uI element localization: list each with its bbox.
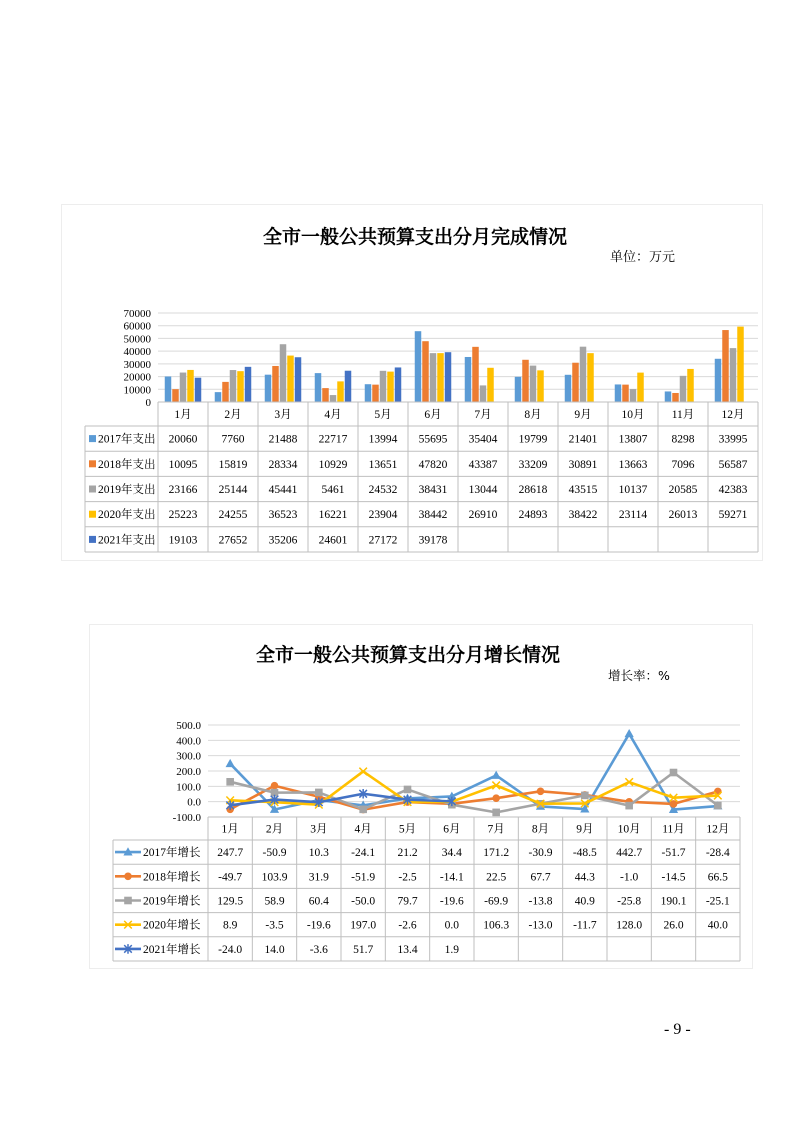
table-cell-2021-m2: 27652: [218, 534, 248, 547]
bar-2018-m7: [472, 347, 479, 402]
legend-label-2021: 2021年支出: [98, 534, 156, 547]
table-cell-2020-m3: -19.6: [306, 919, 331, 932]
bar-2019-m12: [730, 348, 737, 402]
table-cell-2017-m10: 442.7: [616, 847, 643, 860]
page-number: - 9 -: [664, 1021, 691, 1038]
table-cell-2019-m2: 25144: [218, 484, 248, 496]
bar-2021-m2: [245, 367, 252, 402]
table-cell-2021-m4: 51.7: [353, 943, 374, 956]
table-cell-2019-m5: 79.7: [397, 895, 418, 908]
table-cell-2020-m9: 38422: [568, 509, 598, 522]
table-cell-2019-m1: 129.5: [217, 895, 244, 908]
point-2018-m12: [714, 788, 722, 796]
bar-2017-m1: [165, 376, 172, 402]
table-cell-2018-m3: 28334: [268, 458, 298, 471]
table-cell-2018-m12: 66.5: [707, 871, 728, 884]
table-cell-2020-m5: 23904: [368, 509, 398, 522]
table-cell-2018-m8: 33209: [518, 458, 548, 471]
legend-label-2019: 2019年增长: [143, 895, 201, 908]
data-table: [113, 817, 740, 961]
y-tick-label: 300.0: [176, 750, 201, 763]
table-cell-2017-m1: 20060: [168, 433, 198, 446]
bar-2018-m2: [222, 382, 229, 402]
bar-2021-m5: [395, 367, 402, 402]
legend-key-2017: [115, 847, 141, 855]
bar-2017-m12: [715, 359, 722, 402]
table-cell-2020-m5: -2.6: [398, 919, 417, 932]
table-cell-2019-m11: 20585: [668, 484, 698, 496]
legend-key-2019: [89, 486, 96, 493]
table-cell-2018-m2: 103.9: [261, 871, 288, 884]
table-cell-2020-m8: -13.0: [528, 919, 553, 932]
bar-2017-m6: [415, 331, 422, 402]
legend-key-2018: [89, 460, 96, 467]
table-cell-2020-m7: 106.3: [483, 919, 510, 932]
legend-label-2018: 2018年支出: [98, 458, 156, 471]
point-2018-m8: [537, 787, 545, 795]
bar-2021-m6: [445, 352, 452, 402]
bar-2017-m9: [565, 375, 572, 402]
legend-key-2018: [115, 873, 141, 881]
bar-2017-m4: [315, 373, 322, 402]
table-cell-2017-m12: 33995: [718, 433, 748, 446]
y-tick-label: 20000: [123, 371, 151, 384]
table-cell-2017-m10: 13807: [618, 433, 648, 446]
table-cell-2020-m11: 26.0: [663, 919, 684, 932]
y-axis: [173, 720, 202, 824]
bar-2020-m3: [287, 356, 294, 402]
y-tick-label: 200.0: [176, 766, 201, 778]
legend-key-2020: [115, 921, 141, 929]
y-tick-label: 10000: [123, 384, 151, 397]
unit-label: 单位：万元: [610, 250, 676, 265]
point-2019-m10: [625, 802, 633, 810]
category-label: 10月: [617, 823, 641, 836]
table-cell-2017-m9: -48.5: [572, 847, 597, 860]
bar-2017-m8: [515, 377, 522, 402]
y-tick-label: -100.0: [172, 812, 201, 824]
table-cell-2017-m9: 21401: [568, 433, 598, 446]
y-tick-label: 70000: [123, 308, 151, 320]
table-cell-2018-m10: -1.0: [620, 871, 639, 884]
bar-2019-m1: [180, 373, 187, 402]
bar-2018-m8: [522, 360, 529, 402]
table-cell-2020-m1: 8.9: [222, 919, 238, 932]
table-cell-2017-m12: -28.4: [705, 847, 730, 860]
table-cell-2020-m2: -3.5: [265, 919, 284, 932]
table-cell-2018-m5: -2.5: [398, 871, 417, 884]
expenditure-growth-chart: [90, 625, 752, 968]
table-cell-2018-m10: 13663: [618, 458, 648, 471]
bar-2020-m9: [587, 353, 594, 402]
legend-label-2017: 2017年增长: [143, 847, 201, 860]
bar-2018-m5: [372, 385, 379, 402]
table-cell-2018-m2: 15819: [218, 458, 248, 471]
y-tick-label: 0: [145, 397, 151, 409]
table-cell-2017-m4: -24.1: [351, 847, 376, 860]
line-chart-plot: [90, 625, 752, 968]
line-2018: [230, 786, 718, 810]
table-cell-2017-m6: 34.4: [441, 847, 462, 860]
y-tick-label: 60000: [123, 320, 151, 333]
bar-2020-m5: [387, 372, 394, 402]
legend-key-2021: [89, 536, 96, 543]
line-2020: [230, 771, 718, 804]
table-cell-2018-m11: 7096: [671, 458, 695, 471]
category-label: 9月: [574, 409, 592, 421]
bar-2019-m6: [430, 353, 437, 402]
table-cell-2019-m7: 13044: [468, 484, 498, 496]
category-label: 3月: [274, 409, 292, 421]
point-2019-m11: [670, 769, 678, 777]
table-cell-2019-m4: 5461: [321, 484, 345, 496]
point-2017-m1: [226, 759, 235, 767]
line-2017: [230, 734, 718, 810]
point-2017-m10: [625, 729, 634, 737]
y-tick-label: 50000: [123, 333, 151, 346]
bar-2020-m6: [437, 353, 444, 402]
category-label: 8月: [524, 409, 542, 421]
table-cell-2017-m11: 8298: [671, 433, 695, 446]
category-label: 6月: [443, 823, 461, 836]
bar-2020-m4: [337, 381, 344, 402]
bar-2018-m1: [172, 389, 179, 402]
bar-2019-m9: [580, 347, 587, 402]
category-label: 8月: [531, 823, 550, 836]
category-label: 9月: [576, 823, 594, 836]
point-2019-m12: [714, 802, 722, 810]
bar-2021-m4: [345, 371, 352, 402]
table-cell-2017-m2: -50.9: [262, 847, 287, 860]
bar-2017-m3: [265, 375, 272, 402]
line-series: [226, 729, 723, 816]
table-cell-2017-m8: 19799: [518, 433, 548, 446]
legend-label-2017: 2017年支出: [98, 433, 156, 446]
table-cell-2019-m10: -25.8: [617, 895, 642, 908]
point-2019-m7: [492, 809, 500, 817]
table-cell-2018-m7: 22.5: [486, 871, 507, 884]
table-cell-2021-m1: 19103: [168, 534, 198, 547]
bar-2017-m11: [665, 391, 672, 402]
table-cell-2019-m11: 190.1: [660, 895, 687, 908]
table-cell-2019-m3: 45441: [268, 484, 298, 496]
category-label: 12月: [706, 823, 730, 836]
point-2019-m5: [404, 786, 412, 794]
table-cell-2021-m4: 24601: [318, 534, 348, 547]
legend-marker: [124, 873, 132, 881]
table-cell-2019-m7: -69.9: [484, 895, 509, 908]
y-tick-label: 400.0: [176, 735, 201, 748]
point-2019-m3: [315, 789, 323, 797]
point-2019-m9: [581, 792, 589, 800]
table-cell-2017-m11: -51.7: [661, 847, 686, 860]
table-cell-2018-m9: 30891: [568, 458, 598, 471]
category-label: 4月: [354, 823, 372, 836]
legend-label-2019: 2019年支出: [98, 484, 156, 496]
table-cell-2020-m6: 0.0: [444, 919, 460, 932]
category-label: 1月: [221, 823, 239, 836]
y-tick-label: 100.0: [176, 781, 201, 794]
table-cell-2020-m10: 23114: [618, 509, 648, 522]
bar-2017-m2: [215, 392, 222, 402]
table-cell-2020-m4: 197.0: [350, 919, 377, 932]
y-tick-label: 0.0: [187, 796, 201, 809]
bar-2021-m3: [295, 357, 302, 402]
chart-title: 全市一般公共预算支出分月增长情况: [255, 644, 560, 666]
table-cell-2018-m6: -14.1: [439, 871, 464, 884]
table-cell-2019-m4: -50.0: [351, 895, 376, 908]
bar-2018-m9: [572, 363, 579, 402]
table-cell-2017-m2: 7760: [221, 433, 245, 446]
table-cell-2018-m12: 56587: [718, 458, 748, 471]
table-cell-2021-m6: 39178: [418, 534, 448, 547]
bar-2017-m7: [465, 357, 472, 402]
point-2018-m7: [492, 794, 500, 802]
category-label: 6月: [424, 409, 442, 421]
legend-key-2019: [115, 897, 141, 905]
table-cell-2020-m6: 38442: [418, 509, 448, 522]
bar-2019-m8: [530, 366, 537, 402]
category-label: 2月: [265, 823, 284, 836]
bar-2020-m8: [537, 370, 544, 402]
category-label: 11月: [662, 823, 685, 836]
y-axis: [124, 308, 152, 409]
table-cell-2019-m10: 10137: [618, 484, 648, 496]
point-2019-m1: [226, 778, 234, 786]
table-cell-2018-m1: -49.7: [218, 871, 243, 884]
table-cell-2017-m4: 22717: [318, 433, 348, 446]
legend-key-2021: [115, 944, 141, 954]
bar-2018-m12: [722, 330, 729, 402]
table-cell-2021-m5: 13.4: [397, 943, 418, 956]
table-cell-2020-m2: 24255: [218, 509, 248, 522]
bar-2019-m5: [380, 371, 387, 402]
category-label: 7月: [474, 409, 492, 421]
legend-label-2018: 2018年增长: [143, 871, 201, 884]
table-cell-2018-m7: 43387: [468, 458, 498, 471]
table-cell-2020-m12: 40.0: [707, 919, 728, 932]
point-2019-m4: [359, 806, 367, 814]
bar-2018-m10: [622, 385, 629, 402]
bar-2020-m11: [687, 369, 694, 402]
category-label: 3月: [310, 823, 328, 836]
bar-2019-m2: [230, 370, 237, 402]
bar-2017-m5: [365, 384, 372, 402]
unit-label: 增长率：%: [608, 668, 670, 683]
bar-chart-plot: [62, 205, 762, 560]
table-cell-2021-m6: 1.9: [444, 943, 460, 956]
table-cell-2020-m3: 36523: [268, 509, 298, 522]
table-cell-2019-m2: 58.9: [264, 895, 285, 908]
point-2018-m2: [271, 782, 279, 790]
category-label: 12月: [721, 409, 745, 421]
bar-2017-m10: [615, 384, 622, 402]
table-cell-2019-m9: 43515: [568, 484, 598, 496]
table-cell-2019-m8: -13.8: [528, 895, 553, 908]
table-cell-2019-m12: 42383: [718, 484, 748, 496]
category-label: 11月: [671, 409, 695, 421]
table-cell-2019-m3: 60.4: [308, 895, 329, 908]
y-tick-label: 30000: [123, 358, 151, 371]
bar-2020-m12: [737, 327, 744, 402]
bar-2019-m11: [680, 376, 687, 402]
table-cell-2018-m11: -14.5: [661, 871, 686, 884]
bar-2019-m10: [630, 389, 637, 402]
category-label: 5月: [374, 409, 392, 421]
table-cell-2020-m1: 25223: [168, 509, 198, 522]
bar-2018-m3: [272, 366, 279, 402]
expenditure-completion-chart: [62, 205, 762, 560]
category-label: 5月: [398, 823, 417, 836]
data-table: [85, 402, 758, 552]
table-cell-2018-m5: 13651: [368, 458, 398, 471]
table-cell-2018-m4: 10929: [318, 458, 348, 471]
table-cell-2020-m7: 26910: [468, 509, 498, 522]
table-cell-2020-m12: 59271: [718, 509, 748, 522]
bar-2020-m1: [187, 370, 194, 402]
table-cell-2018-m4: -51.9: [351, 871, 376, 884]
table-cell-2017-m6: 55695: [418, 433, 448, 446]
category-label: 10月: [621, 409, 645, 421]
legend-marker: [124, 897, 132, 905]
chart-title: 全市一般公共预算支出分月完成情况: [262, 226, 567, 248]
bar-2018-m6: [422, 341, 429, 402]
table-cell-2021-m5: 27172: [368, 534, 398, 547]
table-cell-2021-m3: -3.6: [309, 943, 328, 956]
y-tick-label: 500.0: [176, 720, 201, 732]
table-cell-2018-m3: 31.9: [308, 871, 329, 884]
table-cell-2020-m11: 26013: [668, 509, 698, 522]
bar-2019-m3: [280, 344, 287, 402]
table-cell-2020-m4: 16221: [318, 509, 348, 522]
table-cell-2019-m9: 40.9: [574, 895, 595, 908]
table-cell-2021-m3: 35206: [268, 534, 298, 547]
category-label: 4月: [324, 409, 342, 421]
table-cell-2017-m1: 247.7: [217, 847, 244, 860]
bar-2019-m4: [330, 395, 337, 402]
table-cell-2018-m6: 47820: [418, 458, 448, 471]
table-cell-2020-m8: 24893: [518, 509, 548, 522]
table-cell-2018-m1: 10095: [168, 458, 198, 471]
legend-key-2020: [89, 511, 96, 518]
table-cell-2019-m12: -25.1: [705, 895, 730, 908]
category-label: 2月: [224, 409, 242, 421]
category-label: 1月: [174, 409, 192, 421]
bar-2020-m2: [237, 371, 244, 402]
table-cell-2021-m1: -24.0: [218, 943, 243, 956]
category-label: 7月: [487, 823, 505, 836]
table-cell-2017-m7: 171.2: [483, 847, 510, 860]
table-cell-2019-m6: 38431: [418, 484, 448, 496]
point-2017-m7: [492, 771, 501, 779]
table-cell-2017-m8: -30.9: [528, 847, 553, 860]
table-cell-2019-m5: 24532: [368, 484, 398, 496]
bar-2020-m10: [637, 373, 644, 402]
bar-2019-m7: [480, 385, 487, 402]
bar-2018-m11: [672, 393, 679, 402]
legend-key-2017: [89, 435, 96, 442]
bar-2020-m7: [487, 368, 494, 402]
legend-label-2021: 2021年增长: [143, 943, 201, 956]
legend-label-2020: 2020年支出: [98, 509, 156, 522]
table-cell-2017-m5: 13994: [368, 433, 398, 446]
table-cell-2017-m3: 21488: [268, 433, 298, 446]
table-cell-2019-m1: 23166: [168, 484, 198, 496]
bar-2021-m1: [195, 378, 202, 402]
table-cell-2017-m3: 10.3: [308, 847, 329, 860]
table-cell-2020-m10: 128.0: [616, 919, 643, 932]
y-tick-label: 40000: [123, 346, 151, 359]
table-cell-2017-m5: 21.2: [397, 847, 418, 860]
table-cell-2021-m2: 14.0: [264, 943, 285, 956]
table-cell-2019-m6: -19.6: [439, 895, 464, 908]
table-cell-2017-m7: 35404: [468, 433, 498, 446]
bar-2018-m4: [322, 388, 329, 402]
table-cell-2018-m9: 44.3: [574, 871, 595, 884]
table-cell-2019-m8: 28618: [518, 484, 548, 496]
table-cell-2018-m8: 67.7: [530, 871, 551, 884]
legend-label-2020: 2020年增长: [143, 919, 201, 932]
table-cell-2020-m9: -11.7: [573, 919, 597, 932]
